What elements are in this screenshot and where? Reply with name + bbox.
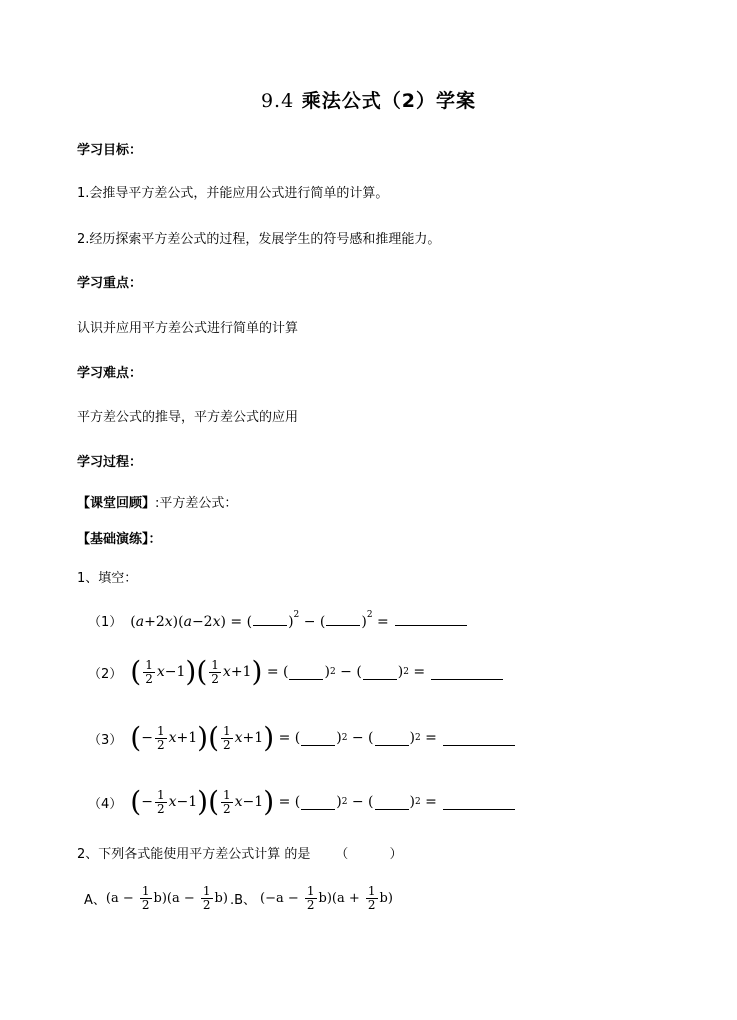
blank[interactable]	[326, 611, 360, 626]
practice-label: 【基础演练】	[77, 532, 149, 547]
q2-label: 2、下列各式能使用平方差公式计算 的是	[77, 847, 311, 862]
practice-suffix: ：	[148, 532, 162, 547]
q1-item-2	[88, 650, 503, 694]
option-a-expr[interactable]: (a − $\frac{1}{2}$ b)(a − $\frac{1}{2}$ b)	[105, 883, 228, 912]
answer-blank[interactable]	[431, 665, 503, 680]
process-heading: 学习过程：	[77, 455, 143, 470]
q1-item-3-num: （3）	[88, 732, 123, 748]
objective-item-2: 2.经历探索平方差公式的过程，发展学生的符号感和推理能力。	[77, 232, 441, 247]
key-points-heading: 学习重点：	[77, 276, 143, 291]
answer-blank[interactable]	[395, 611, 467, 626]
q1-item-1	[88, 598, 467, 642]
blank[interactable]	[375, 795, 409, 810]
difficulties-heading: 学习难点：	[77, 366, 143, 381]
title-text: 乘法公式（2）学案	[301, 90, 477, 112]
q2-options	[84, 876, 393, 920]
q1-label: 1、填空：	[77, 571, 138, 586]
option-b-expr[interactable]: (−a − $\frac{1}{2}$ b)(a + $\frac{1}{2}$ b)	[260, 883, 393, 912]
blank[interactable]	[253, 611, 287, 626]
review-label: 【课堂回顾】	[77, 496, 156, 511]
blank[interactable]	[363, 665, 397, 680]
q1-item-1-num: （1）	[88, 614, 123, 630]
answer-blank[interactable]	[443, 795, 515, 810]
key-points-text: 认识并应用平方差公式进行简单的计算	[77, 321, 299, 336]
practice-line	[77, 528, 162, 547]
q1-item-4-expr: ( − $\frac{1}{2}$ x −1 )( $\frac{1}{2}$ x −1 ) = ( ) 2 − ( ) 2 =	[130, 788, 515, 816]
objectives-heading: 学习目标：	[77, 143, 143, 158]
q1-item-3-expr: ( − $\frac{1}{2}$ x +1 )( $\frac{1}{2}$ x +1 ) = ( ) 2 − ( ) 2 =	[130, 724, 515, 752]
q1-item-2-num: （2）	[88, 666, 123, 682]
blank[interactable]	[289, 665, 323, 680]
q1-item-1-expr: (a+2x)(a−2x) = ( )$^2$ − ( )$^2$ =	[130, 610, 466, 630]
option-b-label: .B、	[229, 892, 257, 908]
review-line	[77, 492, 237, 511]
q1-item-4-num: （4）	[88, 796, 123, 812]
difficulties-text: 平方差公式的推导，平方差公式的应用	[77, 410, 299, 425]
blank[interactable]	[301, 731, 335, 746]
q1-item-3	[88, 716, 515, 760]
title-number: 9.4	[260, 90, 295, 112]
page-title	[0, 86, 737, 113]
option-a-label: A、	[84, 892, 106, 908]
blank[interactable]	[301, 795, 335, 810]
objective-item-1: 1.会推导平方差公式，并能应用公式进行简单的计算。	[77, 186, 389, 201]
review-text: :平方差公式：	[155, 496, 238, 511]
q2-line	[77, 843, 403, 862]
answer-blank[interactable]	[443, 731, 515, 746]
blank[interactable]	[375, 731, 409, 746]
q2-answer-paren[interactable]: （ ）	[335, 847, 403, 862]
q1-item-2-expr: ( $\frac{1}{2}$ x −1 )( $\frac{1}{2}$ x +1 ) = ( ) 2 − ( ) 2 =	[130, 658, 503, 686]
q1-item-4	[88, 780, 515, 824]
